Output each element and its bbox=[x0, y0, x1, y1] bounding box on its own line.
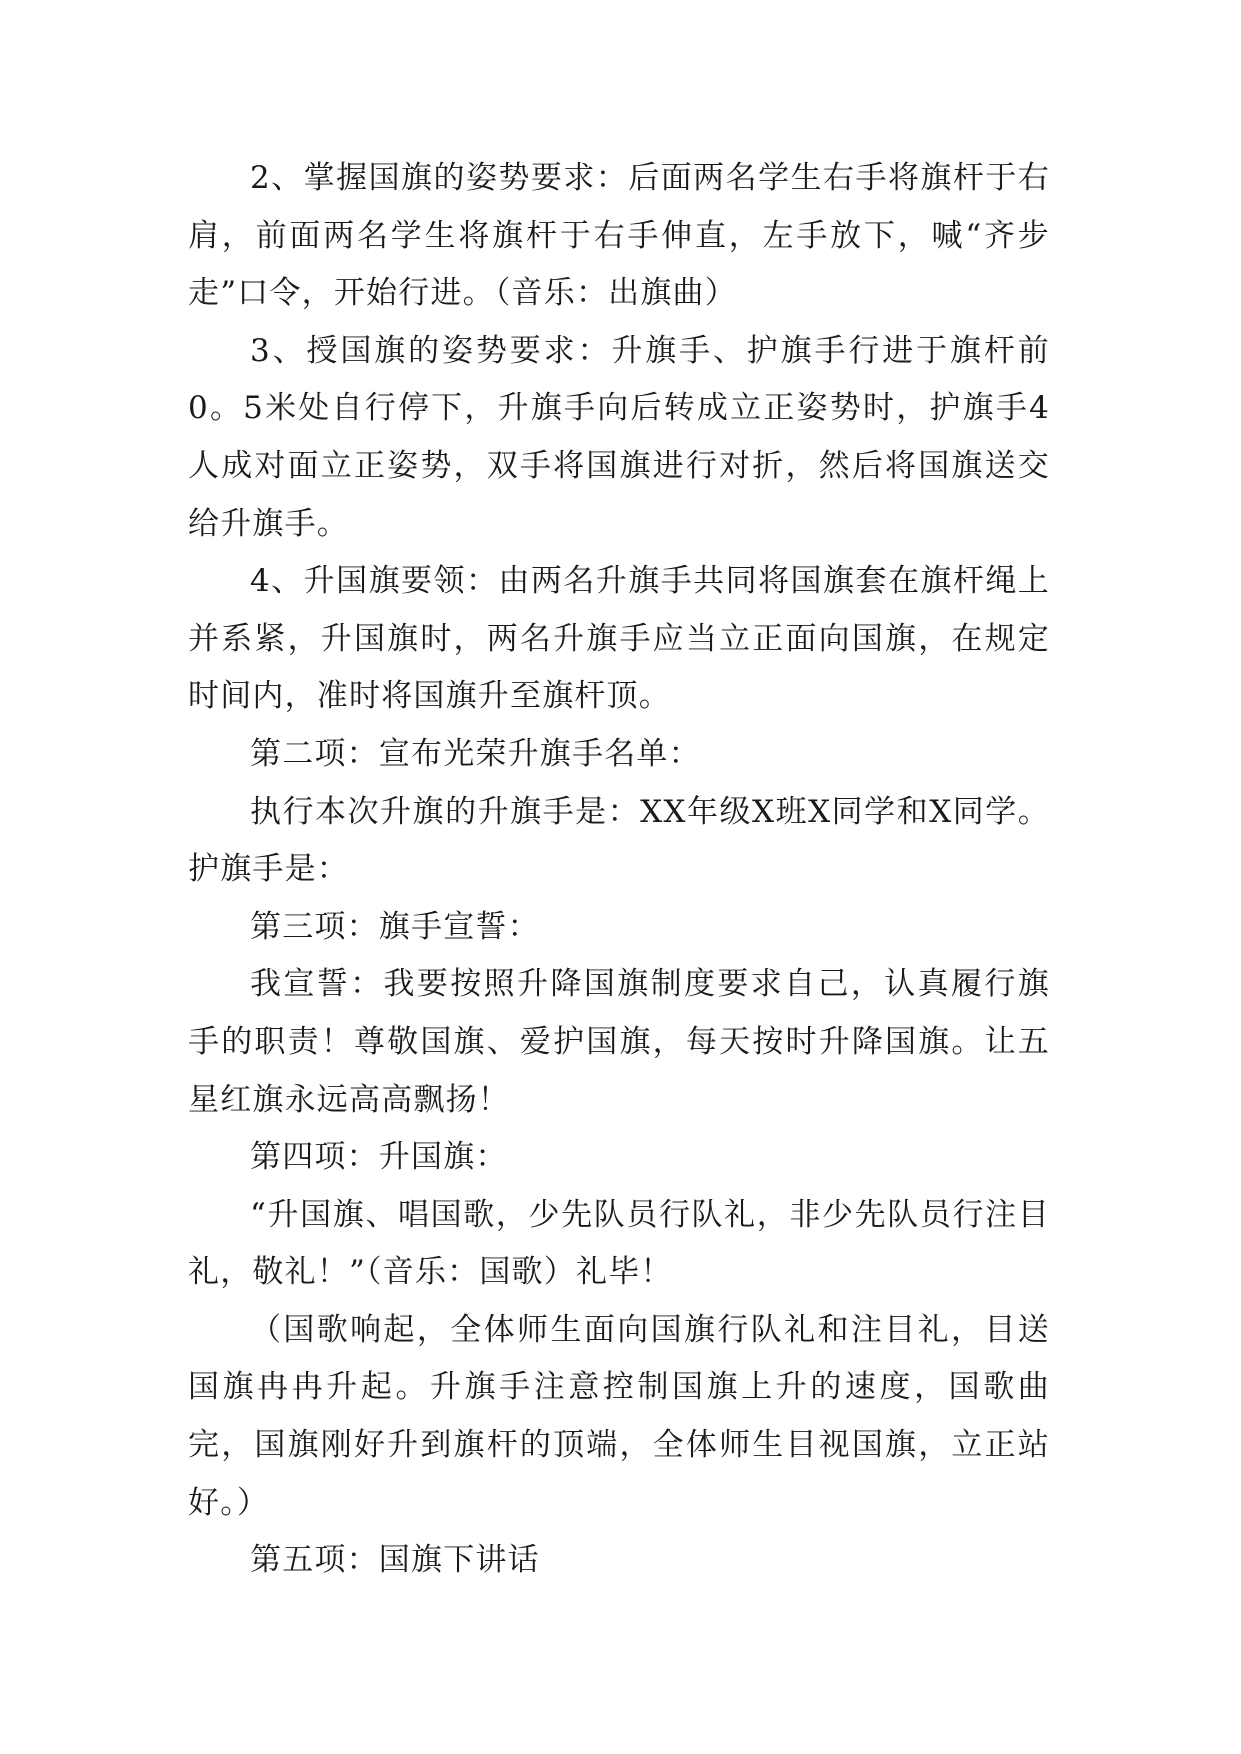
section-heading-2: 第二项：宣布光荣升旗手名单： bbox=[250, 735, 701, 772]
paragraph-step-3: 3、授国旗的姿势要求：升旗手、护旗手行进于旗杆前0。5米处自行停下，升旗手向后转成立正姿势时，护旗手4人成对面立正姿势，双手将国旗进行对折，然后将国旗送交给升旗手。 bbox=[188, 332, 1050, 542]
section-heading-4: 第四项：升国旗： bbox=[250, 1139, 508, 1176]
paragraph-flag-raisers: 执行本次升旗的升旗手是：XX年级X班X同学和X同学。护旗手是： bbox=[188, 793, 1050, 888]
paragraph-salute-command: “升国旗、唱国歌，少先队员行队礼，非少先队员行注目礼，敬礼！”（音乐：国歌）礼毕！ bbox=[188, 1196, 1050, 1291]
document-body bbox=[188, 150, 1050, 1590]
paragraph-step-2: 2、掌握国旗的姿势要求：后面两名学生右手将旗杆于右肩，前面两名学生将旗杆于右手伸直，左手放下，喊“齐步走”口令，开始行进。（音乐：出旗曲） bbox=[188, 160, 1050, 312]
paragraph-oath: 我宣誓：我要按照升降国旗制度要求自己，认真履行旗手的职责！尊敬国旗、爱护国旗，每天按时升降国旗。让五星红旗永远高高飘扬！ bbox=[188, 966, 1050, 1118]
paragraph-anthem-note: （国歌响起，全体师生面向国旗行队礼和注目礼，目送国旗冉冉升起。升旗手注意控制国旗上升的速度，国歌曲完，国旗刚好升到旗杆的顶端，全体师生目视国旗，立正站好。） bbox=[188, 1311, 1050, 1521]
section-heading-5: 第五项：国旗下讲话 bbox=[250, 1542, 540, 1579]
paragraph-step-4: 4、升国旗要领：由两名升旗手共同将国旗套在旗杆绳上并系紧，升国旗时，两名升旗手应当立正面向国旗，在规定时间内，准时将国旗升至旗杆顶。 bbox=[188, 563, 1050, 715]
section-heading-3: 第三项：旗手宣誓： bbox=[250, 908, 540, 945]
